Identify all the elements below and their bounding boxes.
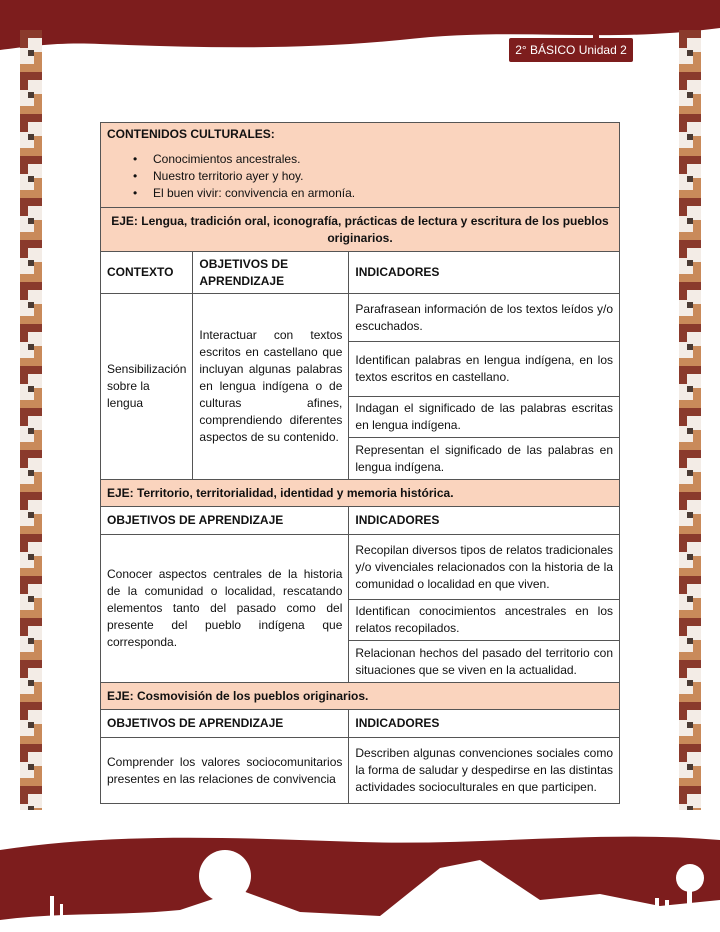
bottom-landscape-banner [0,820,720,932]
curriculum-table [100,122,620,804]
contents-item: • Nuestro territorio ayer y hoy. [133,168,613,185]
eje3-objetivos-header: OBJETIVOS DE APRENDIZAJE [101,710,349,738]
eje2-objetivos-header: OBJETIVOS DE APRENDIZAJE [101,507,349,535]
eje1-indicador: Representan el significado de las palabras en lengua indígena. [349,438,620,480]
unit-badge: 2° BÁSICO Unidad 2 [509,38,633,62]
contents-title: CONTENIDOS CULTURALES: [107,127,275,141]
eje2-indicadores-header: INDICADORES [349,507,620,535]
eje1-contexto-header: CONTEXTO [101,252,193,294]
contents-row [101,123,620,208]
eje1-indicador: Parafrasean información de los textos leídos y/o escuchados. [349,294,620,342]
eje1-title: EJE: Lengua, tradición oral, iconografía, prácticas de lectura y escritura de los pueblos originarios. [101,208,620,252]
contents-list [133,151,613,202]
eje3-objetivo: Comprender los valores sociocomunitarios presentes en las relaciones de convivencia [101,738,349,804]
eje3-title: EJE: Cosmovisión de los pueblos originarios. [101,683,620,710]
eje2-indicador: Recopilan diversos tipos de relatos tradicionales y/o vivenciales relacionados con la historia de la comunidad o localidad en que viven. [349,535,620,600]
eje1-objetivo: Interactuar con textos escritos en castellano que incluyan algunas palabras en lengua indígena o de culturas afines, comprendiendo diferentes aspectos de su contenido. [193,294,349,480]
contents-item: • Conocimientos ancestrales. [133,151,613,168]
eje2-indicador: Identifican conocimientos ancestrales en los relatos recopilados. [349,600,620,641]
eje1-contexto: Sensibilización sobre la lengua [101,294,193,480]
eje3-indicadores-header: INDICADORES [349,710,620,738]
right-pattern-border [679,30,701,810]
eje2-indicador: Relacionan hechos del pasado del territorio con situaciones que se viven en la actualidad. [349,641,620,683]
eje2-objetivo: Conocer aspectos centrales de la historia de la comunidad o localidad, rescatando elementos tanto del pasado como del presente del pueblo indígena que corresponda. [101,535,349,683]
eje1-objetivos-header: OBJETIVOS DE APRENDIZAJE [193,252,349,294]
eje1-indicadores-header: INDICADORES [349,252,620,294]
contents-item: • El buen vivir: convivencia en armonía. [133,185,613,202]
eje1-indicador: Identifican palabras en lengua indígena, en los textos escritos en castellano. [349,342,620,397]
eje3-indicador: Describen algunas convenciones sociales como la forma de saludar y despedirse en las distintas actividades socioculturales en que participen. [349,738,620,804]
left-pattern-border [20,30,42,810]
eje1-indicador: Indagan el significado de las palabras escritas en lengua indígena. [349,397,620,438]
eje2-title: EJE: Territorio, territorialidad, identidad y memoria histórica. [101,480,620,507]
contents-cell [101,123,620,208]
